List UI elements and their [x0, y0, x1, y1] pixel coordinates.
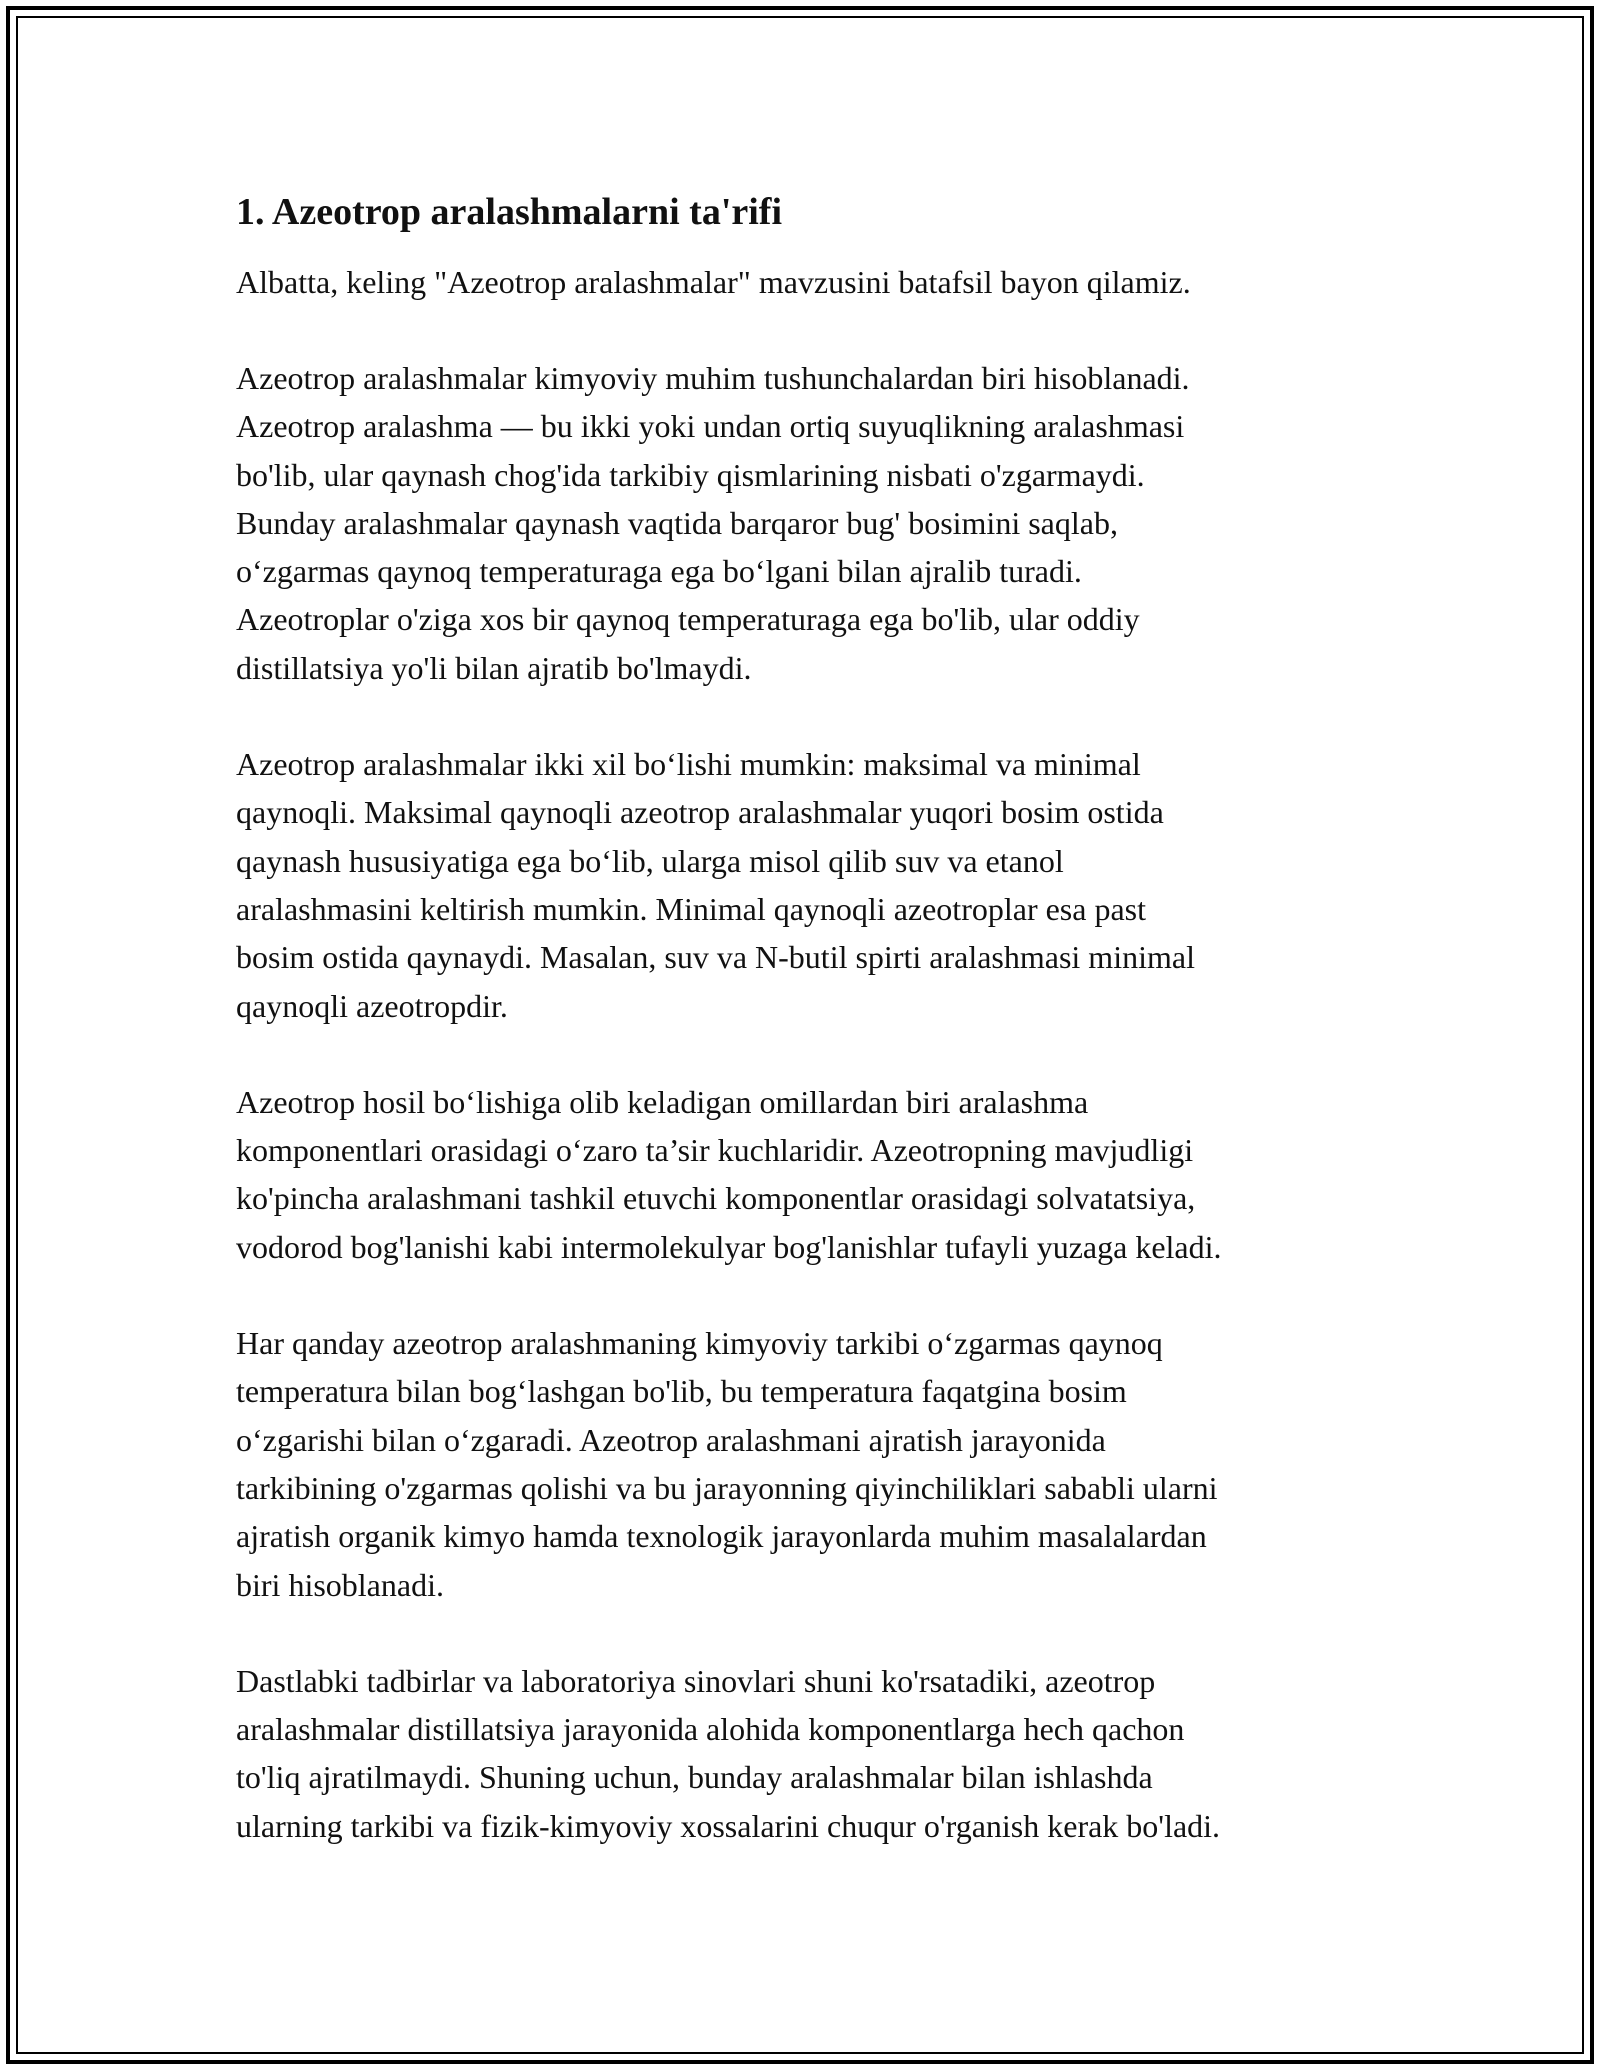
paragraph-line: Bunday aralashmalar qaynash vaqtida barqaror bug' bosimini saqlab, — [236, 504, 1118, 541]
document-body — [236, 188, 1386, 1850]
paragraph-line: bo'lib, ular qaynash chog'ida tarkibiy qismlarining nisbati o'zgarmaydi. — [236, 456, 1145, 493]
intro-paragraph: Albatta, keling "Azeotrop aralashmalar" mavzusini batafsil bayon qilamiz. — [236, 264, 1191, 300]
paragraph-line: ajratish organik kimyo hamda texnologik jarayonlarda muhim masalalardan — [236, 1518, 1207, 1555]
paragraph-line: Azeotroplar o'ziga xos bir qaynoq temperaturaga ega bo'lib, ular oddiy — [236, 601, 1140, 638]
paragraph-line: aralashmasini keltirish mumkin. Minimal qaynoqli azeotroplar esa past — [236, 890, 1146, 927]
paragraph-line: Har qanday azeotrop aralashmaning kimyoviy tarkibi o‘zgarmas qaynoq — [236, 1325, 1163, 1362]
paragraph — [236, 1319, 1386, 1609]
paragraph-line: komponentlari orasidagi o‘zaro ta’sir kuchlaridir. Azeotropning mavjudligi — [236, 1132, 1194, 1169]
paragraph — [236, 354, 1386, 692]
paragraph-line: Azeotrop hosil bo‘lishiga olib keladigan omillardan biri aralashma — [236, 1083, 1089, 1120]
paragraph-line: vodorod bog'lanishi kabi intermolekulyar bog'lanishlar tufayli yuzaga keladi. — [236, 1228, 1222, 1265]
paragraph-line: o‘zgarishi bilan o‘zgaradi. Azeotrop aralashmani ajratish jarayonida — [236, 1421, 1106, 1458]
paragraph — [236, 740, 1386, 1030]
paragraph — [236, 1078, 1386, 1271]
paragraph-list — [236, 354, 1386, 1850]
paragraph-line: qaynoqli azeotropdir. — [236, 987, 508, 1024]
paragraph-line: aralashmalar distillatsiya jarayonida alohida komponentlarga hech qachon — [236, 1711, 1185, 1748]
paragraph-line: temperatura bilan bog‘lashgan bo'lib, bu temperatura faqatgina bosim — [236, 1373, 1127, 1410]
paragraph — [236, 1657, 1386, 1850]
paragraph-line: Dastlabki tadbirlar va laboratoriya sinovlari shuni ko'rsatadiki, azeotrop — [236, 1662, 1156, 1699]
paragraph-line: ularning tarkibi va fizik-kimyoviy xossalarini chuqur o'rganish kerak bo'ladi. — [236, 1807, 1221, 1844]
paragraph-line: Azeotrop aralashma — bu ikki yoki undan ortiq suyuqlikning aralashmasi — [236, 408, 1185, 445]
section-title: 1. Azeotrop aralashmalarni ta'rifi — [236, 191, 783, 233]
paragraph-line: qaynash hususiyatiga ega bo‘lib, ularga misol qilib suv va etanol — [236, 842, 1064, 879]
paragraph-line: Azeotrop aralashmalar kimyoviy muhim tushunchalardan biri hisoblanadi. — [236, 360, 1190, 396]
paragraph-line: Azeotrop aralashmalar ikki xil bo‘lishi mumkin: maksimal va minimal — [236, 746, 1141, 783]
paragraph-line: biri hisoblanadi. — [236, 1566, 444, 1603]
paragraph-line: distillatsiya yo'li bilan ajratib bo'lmaydi. — [236, 649, 752, 686]
paragraph-line: o‘zgarmas qaynoq temperaturaga ega bo‘lgani bilan ajralib turadi. — [236, 553, 1082, 590]
paragraph-line: to'liq ajratilmaydi. Shuning uchun, bunday aralashmalar bilan ishlashda — [236, 1759, 1153, 1796]
paragraph-line: tarkibining o'zgarmas qolishi va bu jarayonning qiyinchiliklari sababli ularni — [236, 1469, 1218, 1506]
paragraph-line: bosim ostida qaynaydi. Masalan, suv va N-butil spirti aralashmasi minimal — [236, 939, 1195, 976]
paragraph-line: ko'pincha aralashmani tashkil etuvchi komponentlar orasidagi solvatatsiya, — [236, 1180, 1196, 1217]
paragraph-line: qaynoqli. Maksimal qaynoqli azeotrop aralashmalar yuqori bosim ostida — [236, 794, 1164, 831]
